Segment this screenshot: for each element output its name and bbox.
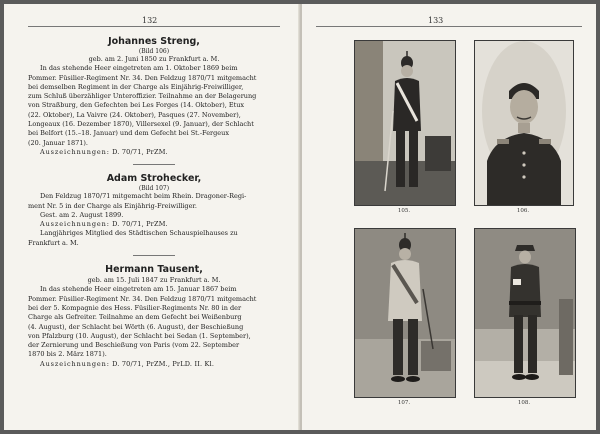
awards-line (28, 220, 280, 229)
entry-divider (133, 164, 175, 165)
text-line: von Straßburg, den Gefechten bei Les Forges (14. Oktober), Etux (28, 101, 245, 110)
text-line: geb. am 2. Juni 1850 zu Frankfurt a. M. (88, 55, 220, 63)
awards-value: D. 70/71, PrZM. (112, 220, 168, 229)
awards-line (28, 148, 280, 157)
text-line: Gest. am 2. August 1899. (40, 210, 124, 219)
picture-reference: (Bild 106) (138, 48, 170, 55)
person-name: Hermann Tausent, (105, 264, 203, 276)
text-line: (22. Oktober), La Vaivre (24. Oktober), Pasques (27. November), (28, 110, 241, 119)
text-line: 1870 bis 2. März 1871). (28, 350, 107, 359)
awards-label: Auszeichnungen: (40, 359, 110, 368)
page-number-right: 133 (428, 16, 444, 25)
text-line: bei demselben Regiment in der Charge als Einjährig-Freiwilliger, (28, 82, 244, 91)
text-line: geb. am 15. Juli 1847 zu Frankfurt a. M. (87, 276, 221, 285)
photo-106 (474, 40, 574, 206)
page-number-left: 132 (142, 16, 158, 25)
awards-value: D. 70/71, PrZM. (112, 147, 168, 156)
picture-reference: (Bild 107) (138, 185, 170, 193)
awards-label: Auszeichnungen: (40, 147, 110, 156)
entry-divider (133, 255, 175, 256)
awards-value: D. 70/71, PrZM., PrLD. II. Kl. (112, 359, 215, 368)
text-line: Frankfurt a. M. (28, 238, 79, 247)
photo-108 (474, 228, 576, 398)
photo-106-image (475, 41, 573, 205)
caption-108: 108. (517, 400, 531, 406)
caption-107: 107. (397, 400, 411, 406)
text-line: (20. Januar 1871). (28, 138, 88, 147)
right-page (302, 4, 596, 430)
left-page (4, 4, 300, 430)
text-line: Pommer. Füsilier-Regiment Nr. 34. Den Feldzug 1870/71 mitgemacht (28, 73, 257, 82)
text-line: In das stehende Heer eingetreten am 1. Oktober 1869 beim (40, 64, 238, 73)
awards-line (28, 360, 280, 369)
biography-entries (28, 32, 280, 369)
caption-105: 105. (397, 208, 411, 214)
text-line: (4. August), der Schlacht bei Wörth (6. August), der Beschießung (28, 322, 244, 331)
text-line: Den Feldzug 1870/71 mitgemacht beim Rhein. Dragoner-Regi- (40, 192, 247, 201)
photo-108-image (475, 229, 575, 397)
text-line: bei der 5. Kompagnie des Hess. Füsilier-Regiments Nr. 80 in der (28, 303, 242, 312)
header-rule-right (316, 26, 582, 27)
awards-label: Auszeichnungen: (40, 220, 110, 229)
photo-105-image (355, 41, 455, 205)
text-line: der Zernierung und Beschießung von Paris (vom 22. September (28, 341, 240, 350)
caption-106: 106. (516, 208, 530, 214)
text-line: Longeaux (16. Dezember 1870), Villersexel (9. Januar), der Schlacht (28, 120, 254, 129)
text-line: ment Nr. 5 in der Charge als Einjährig-Freiwilliger. (28, 201, 197, 210)
text-line: bei Belfort (15.–18. Januar) und dem Gefecht bei St.-Fergeux (28, 129, 230, 138)
photo-107 (354, 228, 456, 398)
text-line: zum Schluß überzähliger Unteroffizier. Teilnahme an der Belagerung (28, 92, 257, 101)
text-line: In das stehende Heer eingetreten am 15. Januar 1867 beim (40, 285, 237, 294)
text-line: Pommer. Füsilier-Regiment Nr. 34. Den Feldzug 1870/71 mitgemacht (28, 294, 257, 303)
person-name: Adam Strohecker, (106, 173, 202, 185)
photo-107-image (355, 229, 455, 397)
text-line: von Pfalzburg (10. August), der Schlacht bei Sedan (1. September), (28, 331, 251, 340)
header-rule-left (28, 26, 280, 27)
text-line: Langjähriges Mitglied des Städtischen Schauspielhauses zu (40, 229, 238, 238)
photo-105 (354, 40, 456, 206)
text-line: Charge als Gefreiter. Teilnahme an dem Gefecht bei Weißenburg (28, 313, 242, 322)
person-name: Johannes Streng, (108, 36, 200, 47)
